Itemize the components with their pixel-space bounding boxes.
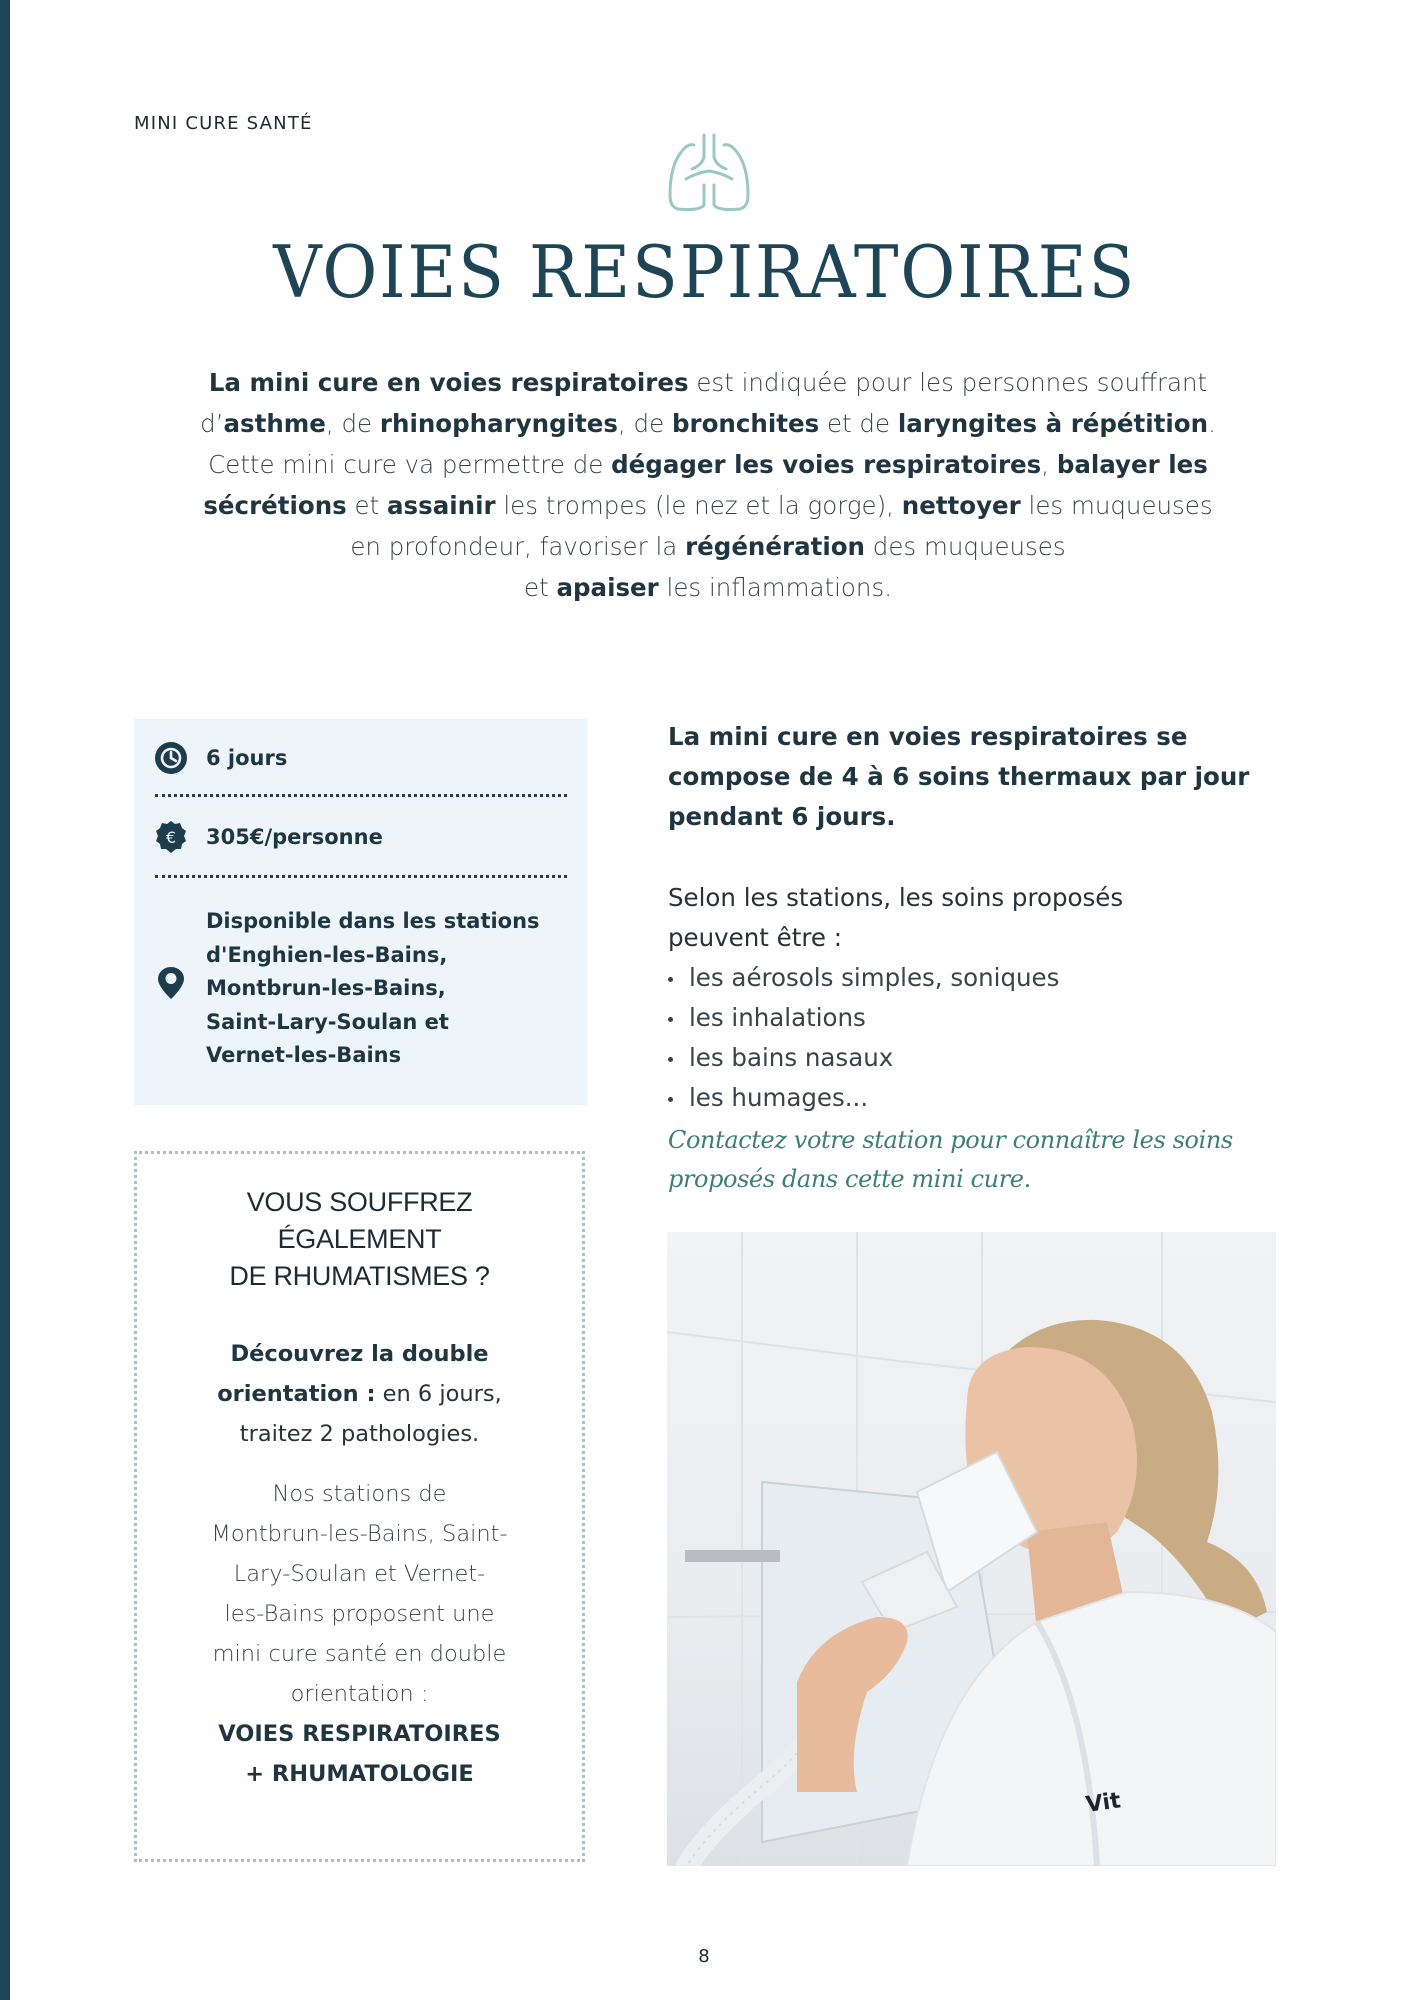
- lungs-icon: [666, 131, 752, 215]
- page-number: 8: [698, 1946, 710, 1967]
- map-pin-icon: [157, 966, 185, 1000]
- emphasis-text: sécrétions: [203, 491, 347, 520]
- emphasis-text: nettoyer: [901, 491, 1021, 520]
- promo-orientation-1: VOIES RESPIRATOIRES: [218, 1721, 501, 1747]
- availability-line: Saint-Lary-Soulan et: [206, 1009, 449, 1034]
- page-title: VOIES RESPIRATOIRES: [273, 230, 1137, 314]
- promo-body-line: orientation :: [290, 1681, 429, 1707]
- clock-icon: [154, 741, 188, 775]
- list-item: les aérosols simples, soniques: [668, 958, 1288, 998]
- emphasis-text: La mini cure en voies respiratoires: [208, 368, 689, 397]
- robe-logo: Vit: [1084, 1788, 1123, 1818]
- body-text: .: [1208, 409, 1216, 438]
- body-text: les inflammations.: [658, 573, 892, 602]
- body-text: traitez 2 pathologies.: [239, 1421, 480, 1447]
- emphasis-text: assainir: [387, 491, 496, 520]
- promo-heading-line: DE RHUMATISMES ?: [229, 1261, 490, 1291]
- care-list: [668, 958, 1288, 1118]
- composition-lead: [668, 717, 1288, 837]
- body-text: en 6 jours,: [375, 1381, 502, 1407]
- promo-orientation-2: + RHUMATOLOGIE: [245, 1761, 474, 1787]
- emphasis-text: laryngites à répétition: [897, 409, 1209, 438]
- body-text: , de: [617, 409, 672, 438]
- promo-subheading: [137, 1334, 582, 1454]
- care-intro-line: Selon les stations, les soins proposés: [668, 883, 1124, 912]
- body-text: des muqueuses: [865, 532, 1066, 561]
- body-text: les trompes (le nez et la gorge),: [495, 491, 902, 520]
- emphasis-text: rhinopharyngites: [379, 409, 618, 438]
- availability-line: d'Enghien-les-Bains,: [206, 942, 448, 967]
- promo-body: [137, 1474, 582, 1794]
- emphasis-text: orientation :: [217, 1381, 376, 1407]
- availability-line: Montbrun-les-Bains,: [206, 976, 446, 1000]
- intro-paragraph: [170, 362, 1246, 608]
- promo-heading: [137, 1184, 582, 1295]
- divider: [155, 875, 567, 878]
- emphasis-text: dégager les voies respiratoires: [611, 450, 1042, 479]
- body-text: en profondeur, favoriser la: [350, 532, 686, 561]
- promo-body-line: les-Bains proposent une: [224, 1601, 495, 1627]
- body-text: les muqueuses: [1020, 491, 1213, 520]
- promo-heading-line: ÉGALEMENT: [277, 1224, 442, 1254]
- care-intro-line: peuvent être :: [668, 923, 842, 952]
- contact-line: Contactez votre station pour connaître les soins: [668, 1126, 1233, 1154]
- price-row: [134, 820, 587, 854]
- emphasis-text: asthme: [223, 409, 326, 438]
- lead-line: La mini cure en voies respiratoires se: [668, 722, 1188, 751]
- double-orientation-promo: [134, 1151, 585, 1862]
- promo-heading-line: VOUS SOUFFREZ: [246, 1187, 473, 1217]
- promo-body-line: Montbrun-les-Bains, Saint-: [211, 1521, 508, 1547]
- availability-line: Vernet-les-Bains: [206, 1043, 402, 1067]
- promo-body-line: Nos stations de: [272, 1481, 447, 1507]
- emphasis-text: Découvrez la double: [230, 1341, 489, 1367]
- emphasis-text: apaiser: [556, 573, 659, 602]
- svg-text:€: €: [165, 828, 177, 847]
- promo-body-line: mini cure santé en double: [212, 1641, 507, 1667]
- body-text: , de: [325, 409, 380, 438]
- list-item: les bains nasaux: [668, 1038, 1288, 1078]
- duration-row: [134, 741, 587, 775]
- emphasis-text: balayer les: [1056, 450, 1208, 479]
- section-kicker: MINI CURE SANTÉ: [134, 113, 313, 134]
- availability-line: Disponible dans les stations: [206, 909, 540, 933]
- body-text: d’: [200, 409, 224, 438]
- list-item: les humages...: [668, 1078, 1288, 1118]
- price-label: 305€/personne: [206, 825, 383, 849]
- contact-line: proposés dans cette mini cure.: [668, 1165, 1031, 1193]
- duration-label: 6 jours: [206, 746, 288, 770]
- body-text: ,: [1041, 450, 1057, 479]
- side-accent-bar: [0, 0, 10, 2000]
- promo-body-line: Lary-Soulan et Vernet-: [233, 1561, 486, 1587]
- contact-station-note: [668, 1121, 1288, 1199]
- body-text: et: [346, 491, 387, 520]
- info-box: [134, 719, 587, 1105]
- body-text: et de: [819, 409, 898, 438]
- emphasis-text: bronchites: [671, 409, 820, 438]
- care-intro: [668, 878, 1288, 958]
- divider: [155, 794, 567, 797]
- list-item: les inhalations: [668, 998, 1288, 1038]
- body-text: Cette mini cure va permettre de: [208, 450, 612, 479]
- inhalation-photo: [667, 1232, 1276, 1866]
- euro-badge-icon: [154, 820, 188, 854]
- body-text: est indiquée pour les personnes souffrant: [688, 368, 1208, 397]
- photo-illustration: [667, 1232, 1276, 1866]
- lead-line: pendant 6 jours.: [668, 802, 896, 831]
- availability-text: [206, 905, 540, 1073]
- body-text: et: [524, 573, 557, 602]
- lead-line: compose de 4 à 6 soins thermaux par jour: [668, 762, 1250, 791]
- emphasis-text: régénération: [685, 532, 865, 561]
